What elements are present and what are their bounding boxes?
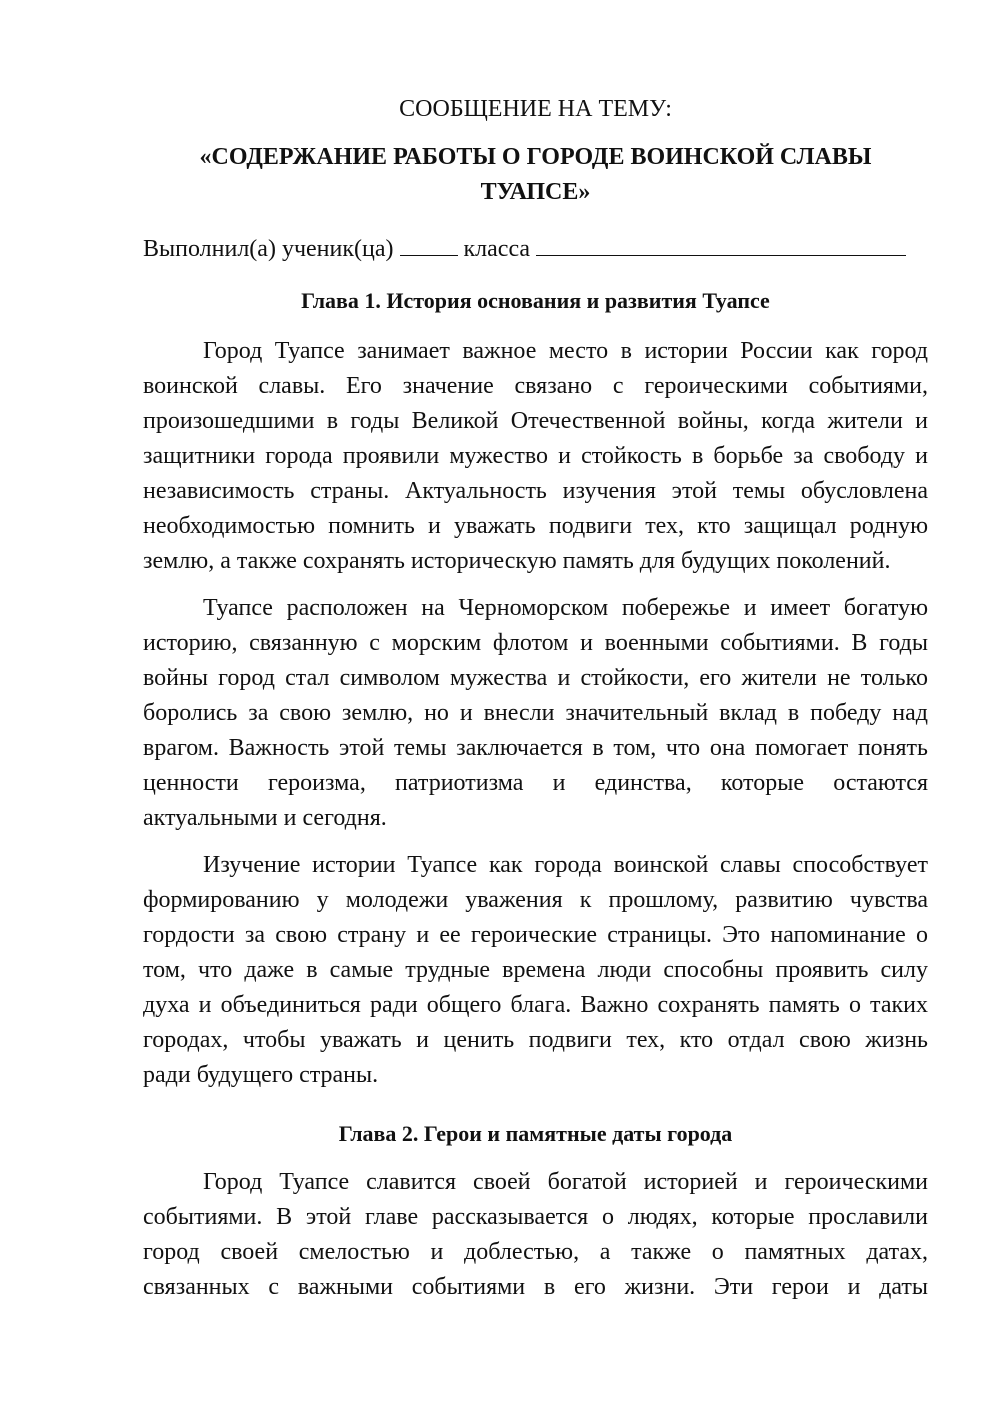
- chapter-2-heading: Глава 2. Герои и памятные даты города: [338, 1121, 733, 1146]
- text-line: необходимостью помнить и уважать подвиги тех, кто защищал родную: [143, 513, 928, 539]
- text-line: защитники города проявили мужество и стойкость в борьбе за свободу и: [143, 443, 928, 469]
- chapter-1-paragraph-2: [143, 591, 928, 836]
- text-line: врагом. Важность этой темы заключается в том, что она помогает понять: [143, 735, 928, 761]
- text-line: событиями. В этой главе рассказывается о людях, которые прославили: [143, 1204, 928, 1230]
- text-line: том, что даже в самые трудные времена люди способны проявить силу: [143, 957, 928, 983]
- text-line: Туапсе расположен на Черноморском побережье и имеет богатую: [203, 595, 928, 621]
- text-line: историю, связанную с морским флотом и военными событиями. В годы: [143, 630, 928, 656]
- text-line: Город Туапсе славится своей богатой историей и героическими: [203, 1169, 928, 1195]
- document-title-line-2: «СОДЕРЖАНИЕ РАБОТЫ О ГОРОДЕ ВОИНСКОЙ СЛАВЫ: [199, 144, 872, 170]
- text-line: актуальными и сегодня.: [143, 805, 387, 831]
- signature-line: [143, 233, 928, 264]
- text-line: независимость страны. Актуальность изучения этой темы обусловлена: [143, 478, 928, 504]
- chapter-1-paragraph-1: [143, 334, 928, 579]
- text-line: воинской славы. Его значение связано с героическими событиями,: [143, 373, 928, 399]
- text-line: землю, а также сохранять историческую память для будущих поколений.: [143, 548, 891, 574]
- text-line: ценности героизма, патриотизма и единства, которые остаются: [143, 770, 928, 796]
- text-line: Изучение истории Туапсе как города воинской славы способствует: [203, 852, 928, 878]
- text-line: духа и объединиться ради общего блага. Важно сохранять память о таких: [143, 992, 928, 1018]
- text-line: Город Туапсе занимает важное место в истории России как город: [203, 338, 928, 364]
- text-line: войны город стал символом мужества и стойкости, его жители не только: [143, 665, 928, 691]
- text-line: гордости за свою страну и ее героические страницы. Это напоминание о: [143, 922, 928, 948]
- chapter-1-paragraph-3: [143, 848, 928, 1093]
- text-line: ради будущего страны.: [143, 1062, 379, 1088]
- text-line: формированию у молодежи уважения к прошлому, развитию чувства: [143, 887, 928, 913]
- text-line: связанных с важными событиями в его жизни. Эти герои и даты: [143, 1274, 928, 1300]
- student-name-blank[interactable]: [536, 233, 906, 256]
- text-line: боролись за свою землю, но и внесли значительный вклад в победу над: [143, 700, 928, 726]
- document-title-line-3: ТУАПСЕ»: [480, 179, 591, 205]
- class-number-blank[interactable]: [400, 233, 458, 256]
- chapter-1-heading: Глава 1. История основания и развития Туапсе: [301, 288, 770, 313]
- document-title-line-1: СООБЩЕНИЕ НА ТЕМУ:: [399, 96, 672, 122]
- chapter-2-paragraph-1: [143, 1165, 928, 1305]
- text-line: произошедшими в годы Великой Отечественной войны, когда жители и: [143, 408, 928, 434]
- class-label: класса: [463, 236, 531, 262]
- text-line: город своей смелостью и доблестью, а также о памятных датах,: [143, 1239, 928, 1265]
- text-line: городах, чтобы уважать и ценить подвиги тех, кто отдал свою жизнь: [143, 1027, 928, 1053]
- performed-by-label: Выполнил(а) ученик(ца): [143, 236, 394, 262]
